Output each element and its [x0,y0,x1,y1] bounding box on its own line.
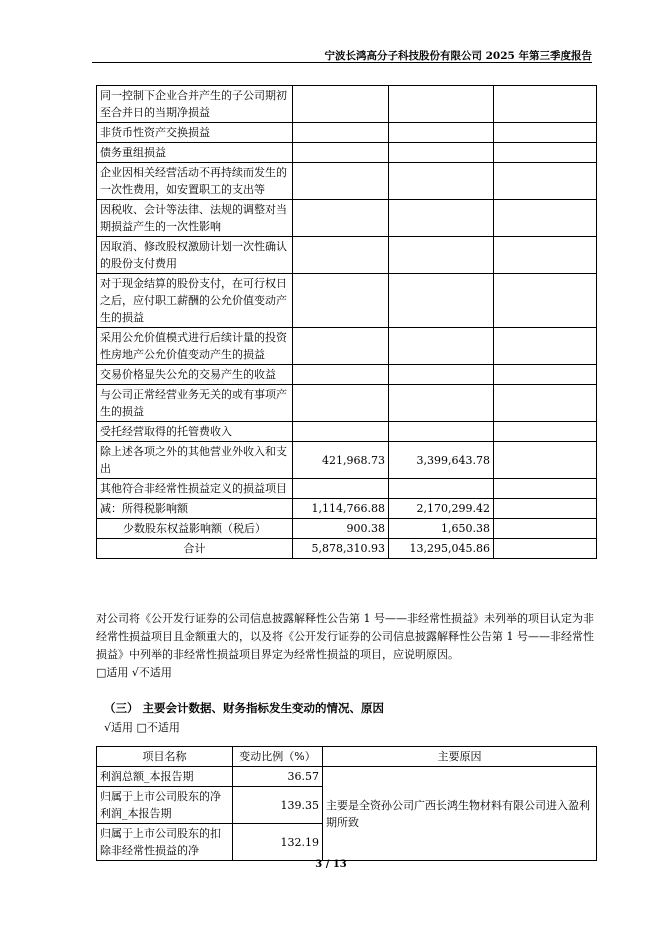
section-applicable: √适用 □不适用 [104,721,180,734]
value-cell [494,442,597,479]
value-cell [494,422,597,442]
change-reason-table [96,746,597,861]
value-cell [389,163,494,200]
value-cell [293,237,389,274]
table-row [97,499,597,519]
value-cell [494,499,597,519]
section-title: （三） 主要会计数据、财务指标发生变动的情况、原因 [104,701,385,715]
reason-cell: 主要是全资孙公司广西长鸿生物材料有限公司进入盈利期所致 [323,767,597,861]
table-row [97,163,597,200]
row-label: 与公司正常经营业务无关的或有事项产生的损益 [97,385,293,422]
table-row [97,86,597,123]
value-cell [494,519,597,539]
value-cell: 5,878,310.93 [293,539,389,559]
value-cell [389,143,494,163]
page-number: 3 / 13 [315,859,347,870]
value-cell [494,479,597,499]
row-label: 同一控制下企业合并产生的子公司期初至合并日的当期净损益 [97,86,293,123]
value-cell [293,274,389,328]
value-cell [293,479,389,499]
note-applicable: □适用 √不适用 [96,666,172,679]
value-cell [494,143,597,163]
table-row [97,123,597,143]
value-cell [389,200,494,237]
non-recurring-table [96,85,597,559]
value-cell [389,365,494,385]
value-cell: 1,650.38 [389,519,494,539]
header-reason: 主要原因 [323,747,597,767]
header-rule [92,62,592,63]
ratio-cell: 36.57 [233,767,323,787]
table-row [97,365,597,385]
value-cell [293,365,389,385]
value-cell: 13,295,045.86 [389,539,494,559]
row-label: 非货币性资产交换损益 [97,123,293,143]
item-cell: 归属于上市公司股东的扣除非经常性损益的净 [97,824,233,861]
row-label: 债务重组损益 [97,143,293,163]
row-label: 受托经营取得的托管费收入 [97,422,293,442]
value-cell [293,163,389,200]
row-label: 对于现金结算的股份支付，在可行权日之后，应付职工薪酬的公允价值变动产生的损益 [97,274,293,328]
value-cell: 421,968.73 [293,442,389,479]
row-label: 交易价格显失公允的交易产生的收益 [97,365,293,385]
value-cell [293,200,389,237]
table-row [97,422,597,442]
value-cell: 900.38 [293,519,389,539]
row-label: 其他符合非经常性损益定义的损益项目 [97,479,293,499]
table-row [97,143,597,163]
value-cell [494,86,597,123]
value-cell [389,274,494,328]
value-cell [389,328,494,365]
value-cell [494,163,597,200]
value-cell [293,422,389,442]
row-label: 少数股东权益影响额（税后） [97,519,293,539]
row-label: 采用公允价值模式进行后续计量的投资性房地产公允价值变动产生的损益 [97,328,293,365]
value-cell: 2,170,299.42 [389,499,494,519]
row-label: 减：所得税影响额 [97,499,293,519]
header-ratio: 变动比例（%） [233,747,323,767]
value-cell [494,539,597,559]
table-header-row [97,747,597,767]
value-cell [389,237,494,274]
value-cell [389,123,494,143]
value-cell [494,123,597,143]
item-cell: 归属于上市公司股东的净利润_本报告期 [97,787,233,824]
value-cell [389,86,494,123]
table-row [97,200,597,237]
row-label: 因税收、会计等法律、法规的调整对当期损益产生的一次性影响 [97,200,293,237]
table-row [97,442,597,479]
table-row [97,237,597,274]
row-label: 除上述各项之外的其他营业外收入和支出 [97,442,293,479]
value-cell [494,237,597,274]
value-cell [293,385,389,422]
table-row [97,385,597,422]
value-cell [494,274,597,328]
value-cell [494,328,597,365]
value-cell [494,365,597,385]
row-label: 企业因相关经营活动不再持续而发生的一次性费用，如安置职工的支出等 [97,163,293,200]
item-cell: 利润总额_本报告期 [97,767,233,787]
table-row-total [97,539,597,559]
value-cell [293,328,389,365]
value-cell [389,479,494,499]
value-cell [293,123,389,143]
row-label: 合计 [97,539,293,559]
value-cell [389,385,494,422]
header-item: 项目名称 [97,747,233,767]
ratio-cell: 139.35 [233,787,323,824]
table-row [97,274,597,328]
table-row [97,479,597,499]
value-cell: 3,399,643.78 [389,442,494,479]
value-cell: 1,114,766.88 [293,499,389,519]
table-row [97,519,597,539]
table-row [97,328,597,365]
value-cell [293,86,389,123]
row-label: 因取消、修改股权激励计划一次性确认的股份支付费用 [97,237,293,274]
note-block [96,610,596,682]
value-cell [494,200,597,237]
table-row [97,767,597,787]
value-cell [389,422,494,442]
page-header: 宁波长鸿高分子科技股份有限公司 2025 年第三季度报告 [324,50,592,62]
value-cell [293,143,389,163]
value-cell [494,385,597,422]
ratio-cell: 132.19 [233,824,323,861]
note-text: 对公司将《公开发行证券的公司信息披露解释性公告第 1 号——非经常性损益》未列举的项目认定为非经常性损益项目且金额重大的，以及将《公开发行证券的公司信息披露解释性公告第 1 号——非经常性损益》中列举的非经常性损益项目界定为经常性损益的项目，应说明原因。 [96,612,594,661]
